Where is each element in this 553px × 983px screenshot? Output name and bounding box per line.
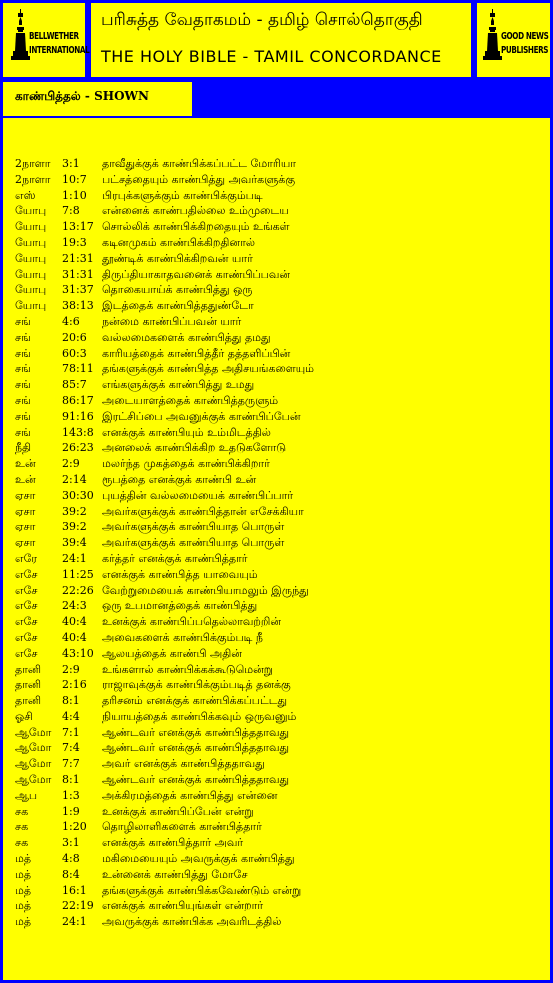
entry-reference: 2:9 — [62, 662, 80, 676]
list-item — [15, 346, 545, 362]
entry-text: நன்மை காண்பிப்பவன் யார் — [102, 314, 242, 328]
list-item — [15, 756, 545, 772]
entry-book: யோபு — [15, 220, 47, 234]
list-item — [15, 488, 545, 504]
list-item — [15, 709, 545, 725]
list-item — [15, 456, 545, 472]
list-item — [15, 883, 545, 899]
entry-text: இடத்தைக் காண்பித்ததுண்டோ — [102, 299, 254, 313]
list-item — [15, 677, 545, 693]
entry-book: ஏசா — [15, 504, 36, 518]
entry-book: சங் — [15, 346, 31, 360]
entry-reference: 31:31 — [62, 267, 94, 281]
headword-box — [3, 82, 192, 116]
entry-book: யோபு — [15, 283, 47, 297]
entry-book: எசே — [15, 567, 38, 581]
list-item — [15, 251, 545, 267]
entry-reference: 2:14 — [62, 472, 87, 486]
entry-book: சங் — [15, 425, 31, 439]
entry-text: உங்களால் காண்பிக்கக்கூடுமென்று — [102, 662, 273, 676]
entry-book: யோபு — [15, 267, 47, 281]
entry-text: எங்களுக்குக் காண்பித்து உமது — [102, 378, 255, 392]
title-tamil: பரிசுத்த வேதாகமம் - தமிழ் சொல்தொகுதி — [101, 10, 423, 30]
entry-reference: 24:1 — [62, 551, 87, 565]
entry-text: அவர்களுக்குக் காண்பியாத பொருள் — [102, 536, 285, 550]
entry-book: எசே — [15, 583, 38, 597]
entry-book: சங் — [15, 378, 31, 392]
entry-reference: 1:9 — [62, 804, 80, 818]
entry-reference: 40:4 — [62, 630, 87, 644]
entry-reference: 2:16 — [62, 678, 87, 692]
entry-text: எனக்குக் காண்பியும் உம்மிடத்தில் — [102, 425, 271, 439]
entry-book: ஆமோ — [15, 757, 52, 771]
list-item — [15, 851, 545, 867]
list-item — [15, 598, 545, 614]
entry-reference: 38:13 — [62, 299, 94, 313]
list-item — [15, 914, 545, 930]
list-item — [15, 504, 545, 520]
list-item — [15, 630, 545, 646]
entry-reference: 143:8 — [62, 425, 94, 439]
entry-reference: 85:7 — [62, 378, 87, 392]
entry-reference: 22:19 — [62, 899, 94, 913]
list-item — [15, 314, 545, 330]
entry-reference: 30:30 — [62, 488, 94, 502]
entry-book: எசே — [15, 630, 38, 644]
list-item — [15, 282, 545, 298]
entry-book: ஆமோ — [15, 741, 52, 755]
entry-book: சக — [15, 804, 29, 818]
list-item — [15, 425, 545, 441]
list-item — [15, 819, 545, 835]
entry-reference: 21:31 — [62, 251, 94, 265]
list-item — [15, 219, 545, 235]
list-item — [15, 440, 545, 456]
entry-text: தூண்டிக் காண்பிக்கிறவன் யார் — [102, 251, 253, 265]
entry-book: சக — [15, 836, 29, 850]
entry-text: ராஜாவுக்குக் காண்பிக்கும்படித் தனக்கு — [102, 678, 291, 692]
list-item — [15, 898, 545, 914]
list-item — [15, 535, 545, 551]
entry-text: தங்களுக்குக் காண்பித்த அதிசயங்களையும் — [102, 362, 314, 376]
entry-text: ஆண்டவர் எனக்குக் காண்பித்ததாவது — [102, 725, 290, 739]
entry-reference: 7:8 — [62, 204, 80, 218]
list-item — [15, 867, 545, 883]
entry-reference: 16:1 — [62, 883, 87, 897]
entry-book: சங் — [15, 393, 31, 407]
entry-text: அவர் எனக்குக் காண்பித்ததாவது — [102, 757, 265, 771]
logo-bellwether — [3, 3, 90, 77]
entry-text: திருப்தியாகாதவனைக் காண்பிப்பவன் — [102, 267, 291, 281]
entry-book: எஸ் — [15, 188, 36, 202]
entry-book: ஏசா — [15, 488, 36, 502]
logo-left-line-1: BELLWETHER — [29, 31, 79, 42]
list-item — [15, 393, 545, 409]
entry-book: எசே — [15, 615, 38, 629]
entry-reference: 1:20 — [62, 820, 87, 834]
entry-reference: 20:6 — [62, 330, 87, 344]
entry-text: ஆண்டவர் எனக்குக் காண்பித்ததாவது — [102, 773, 290, 787]
entry-book: தானி — [15, 662, 42, 676]
entry-reference: 3:1 — [62, 836, 80, 850]
entry-text: அனலைக் காண்பிக்கிற உதடுகளோடு — [102, 441, 287, 455]
entry-text: பட்சத்தையும் காண்பித்து அவர்களுக்கு — [102, 172, 296, 186]
entry-book: சக — [15, 820, 29, 834]
entry-book: சங் — [15, 409, 31, 423]
entry-reference: 3:1 — [62, 157, 80, 170]
entry-text: புயத்தின் வல்லமையைக் காண்பிப்பார் — [102, 488, 294, 502]
entry-text: தாவீதுக்குக் காண்பிக்கப்பட்ட மோரியா — [102, 157, 297, 170]
entry-reference: 91:16 — [62, 409, 94, 423]
list-item — [15, 788, 545, 804]
list-item — [15, 567, 545, 583]
entry-text: அவைகளைக் காண்பிக்கும்படி நீ — [102, 630, 263, 644]
entry-text: ஆண்டவர் எனக்குக் காண்பித்ததாவது — [102, 741, 290, 755]
entry-reference: 43:10 — [62, 646, 94, 660]
entry-text: தங்களுக்குக் காண்பிக்கவேண்டும் என்று — [102, 883, 302, 897]
entry-text: தொகையாய்க் காண்பித்து ஒரு — [102, 283, 253, 297]
list-item — [15, 551, 545, 567]
entry-book: ஓசி — [15, 709, 33, 723]
entry-reference: 78:11 — [62, 362, 94, 376]
entry-reference: 2:9 — [62, 457, 80, 471]
entry-reference: 1:10 — [62, 188, 87, 202]
entry-reference: 39:4 — [62, 536, 87, 550]
entry-book: மத் — [15, 899, 32, 913]
entry-reference: 40:4 — [62, 615, 87, 629]
entry-book: யோபு — [15, 251, 47, 265]
logo-good-news — [477, 3, 550, 77]
list-item — [15, 519, 545, 535]
entry-book: ஆமோ — [15, 725, 52, 739]
list-item — [15, 835, 545, 851]
entry-book: சங் — [15, 314, 31, 328]
list-item — [15, 662, 545, 678]
entry-text: ஆலயத்தைக் காண்பி அதின் — [102, 646, 242, 660]
entry-reference: 60:3 — [62, 346, 87, 360]
headword-label: காண்பித்தல் - SHOWN — [15, 89, 149, 103]
entry-text: அவர்களுக்குக் காண்பியாத பொருள் — [102, 520, 285, 534]
list-item — [15, 583, 545, 599]
list-item — [15, 693, 545, 709]
entry-reference: 26:23 — [62, 441, 94, 455]
list-item — [15, 156, 545, 172]
entry-book: ஆமோ — [15, 773, 52, 787]
list-item — [15, 614, 545, 630]
list-item — [15, 172, 545, 188]
entry-book: யோபு — [15, 299, 47, 313]
entry-book: மத் — [15, 852, 32, 866]
logo-right-line-2: PUBLISHERS — [501, 45, 549, 56]
concordance-list — [3, 118, 550, 980]
entry-reference: 24:3 — [62, 599, 87, 613]
entry-text: உனக்குக் காண்பிப்பதெல்லாவற்றின் — [102, 615, 281, 629]
entry-reference: 11:25 — [62, 567, 94, 581]
entry-text: கடினமுகம் காண்பிக்கிறதினால் — [102, 235, 255, 249]
entry-book: ஏசா — [15, 536, 36, 550]
entry-text: எனக்குக் காண்பியுங்கள் என்றார் — [102, 899, 264, 913]
entry-text: அடையாளத்தைக் காண்பித்தருளும் — [102, 393, 279, 407]
entry-reference: 7:4 — [62, 741, 80, 755]
entry-book: 2நாளா — [15, 172, 51, 186]
entry-text: கர்த்தர் எனக்குக் காண்பித்தார் — [102, 551, 248, 565]
entry-book: உன் — [15, 457, 36, 471]
entry-reference: 19:3 — [62, 235, 87, 249]
entry-text: நியாயத்தைக் காண்பிக்கவும் ஒருவனும் — [102, 709, 297, 723]
entry-book: நீதி — [15, 441, 32, 455]
list-item — [15, 330, 545, 346]
entry-reference: 7:7 — [62, 757, 80, 771]
entry-text: தொழிலாளிகளைக் காண்பித்தார் — [102, 820, 262, 834]
list-item — [15, 409, 545, 425]
entry-text: அக்கிரமத்தைக் காண்பித்து என்னை — [102, 788, 278, 802]
list-item — [15, 377, 545, 393]
list-item — [15, 740, 545, 756]
entry-reference: 1:3 — [62, 788, 80, 802]
entry-book: சங் — [15, 362, 31, 376]
list-item — [15, 298, 545, 314]
entry-text: ஒரு உபமானத்தைக் காண்பித்து — [102, 599, 258, 613]
entry-book: ஆப — [15, 788, 38, 802]
entry-reference: 22:26 — [62, 583, 94, 597]
list-item — [15, 725, 545, 741]
entry-text: வேற்றுமையைக் காண்பியாமலும் இருந்து — [102, 583, 309, 597]
entry-reference: 4:8 — [62, 852, 80, 866]
title-english: THE HOLY BIBLE - TAMIL CONCORDANCE — [101, 47, 442, 66]
entry-book: எசே — [15, 599, 38, 613]
entry-text: ரூபத்தை எனக்குக் காண்பி உன் — [102, 472, 257, 486]
entry-rows — [15, 156, 545, 930]
entry-reference: 4:6 — [62, 314, 80, 328]
entry-text: இரட்சிப்பை அவனுக்குக் காண்பிப்பேன் — [102, 409, 301, 423]
logo-right-line-1: GOOD NEWS — [501, 31, 549, 42]
entry-text: உன்னைக் காண்பித்து மோசே — [102, 867, 248, 881]
entry-book: தானி — [15, 694, 42, 708]
list-item — [15, 203, 545, 219]
entry-reference: 39:2 — [62, 520, 87, 534]
entry-book: யோபு — [15, 204, 47, 218]
entry-book: சங் — [15, 330, 31, 344]
list-item — [15, 804, 545, 820]
entry-text: மகிமையையும் அவருக்குக் காண்பித்து — [102, 852, 295, 866]
entry-text: உனக்குக் காண்பிப்பேன் என்று — [102, 804, 254, 818]
entry-reference: 39:2 — [62, 504, 87, 518]
entry-reference: 10:7 — [62, 172, 87, 186]
entry-reference: 4:4 — [62, 709, 80, 723]
entry-text: பிரபுக்களுக்கும் காண்பிக்கும்படி — [102, 188, 263, 202]
entry-book: மத் — [15, 915, 32, 929]
entry-reference: 8:1 — [62, 773, 80, 787]
entry-text: எனக்குக் காண்பித்தார் அவர் — [102, 836, 244, 850]
list-item — [15, 361, 545, 377]
entry-book: யோபு — [15, 235, 47, 249]
entry-text: தரிசனம் எனக்குக் காண்பிக்கப்பட்டது — [102, 694, 288, 708]
title-banner — [91, 3, 471, 77]
logo-left-line-2: INTERNATIONAL — [29, 45, 90, 56]
entry-reference: 24:1 — [62, 915, 87, 929]
list-item — [15, 267, 545, 283]
entry-reference: 8:4 — [62, 867, 80, 881]
entry-text: சொல்லிக் காண்பிக்கிறதையும் உங்கள் — [102, 220, 290, 234]
entry-reference: 7:1 — [62, 725, 80, 739]
entry-text: அவருக்குக் காண்பிக்க அவரிடத்தில் — [102, 915, 282, 929]
entry-reference: 31:37 — [62, 283, 94, 297]
list-item — [15, 646, 545, 662]
entry-text: அவர்களுக்குக் காண்பித்தான் எசேக்கியா — [102, 504, 304, 518]
entry-book: 2நாளா — [15, 157, 51, 170]
entry-text: எனக்குக் காண்பித்த யாவையும் — [102, 567, 258, 581]
entry-text: வல்லமைகளைக் காண்பித்து தமது — [102, 330, 271, 344]
entry-text: மலர்ந்த முகத்தைக் காண்பிக்கிறார் — [102, 457, 270, 471]
entry-book: உன் — [15, 472, 36, 486]
entry-text: என்னைக் காண்பதில்லை உம்முடைய — [102, 204, 289, 218]
entry-book: எரே — [15, 551, 38, 565]
entry-book: தானி — [15, 678, 42, 692]
entry-book: மத் — [15, 883, 32, 897]
entry-book: எசே — [15, 646, 38, 660]
list-item — [15, 235, 545, 251]
list-item — [15, 188, 545, 204]
list-item — [15, 772, 545, 788]
entry-reference: 13:17 — [62, 220, 94, 234]
entry-reference: 8:1 — [62, 694, 80, 708]
entry-book: ஏசா — [15, 520, 36, 534]
list-item — [15, 472, 545, 488]
entry-text: காரியத்தைக் காண்பித்தீர் தத்தளிப்பின் — [102, 346, 291, 360]
entry-book: மத் — [15, 867, 32, 881]
entry-reference: 86:17 — [62, 393, 94, 407]
